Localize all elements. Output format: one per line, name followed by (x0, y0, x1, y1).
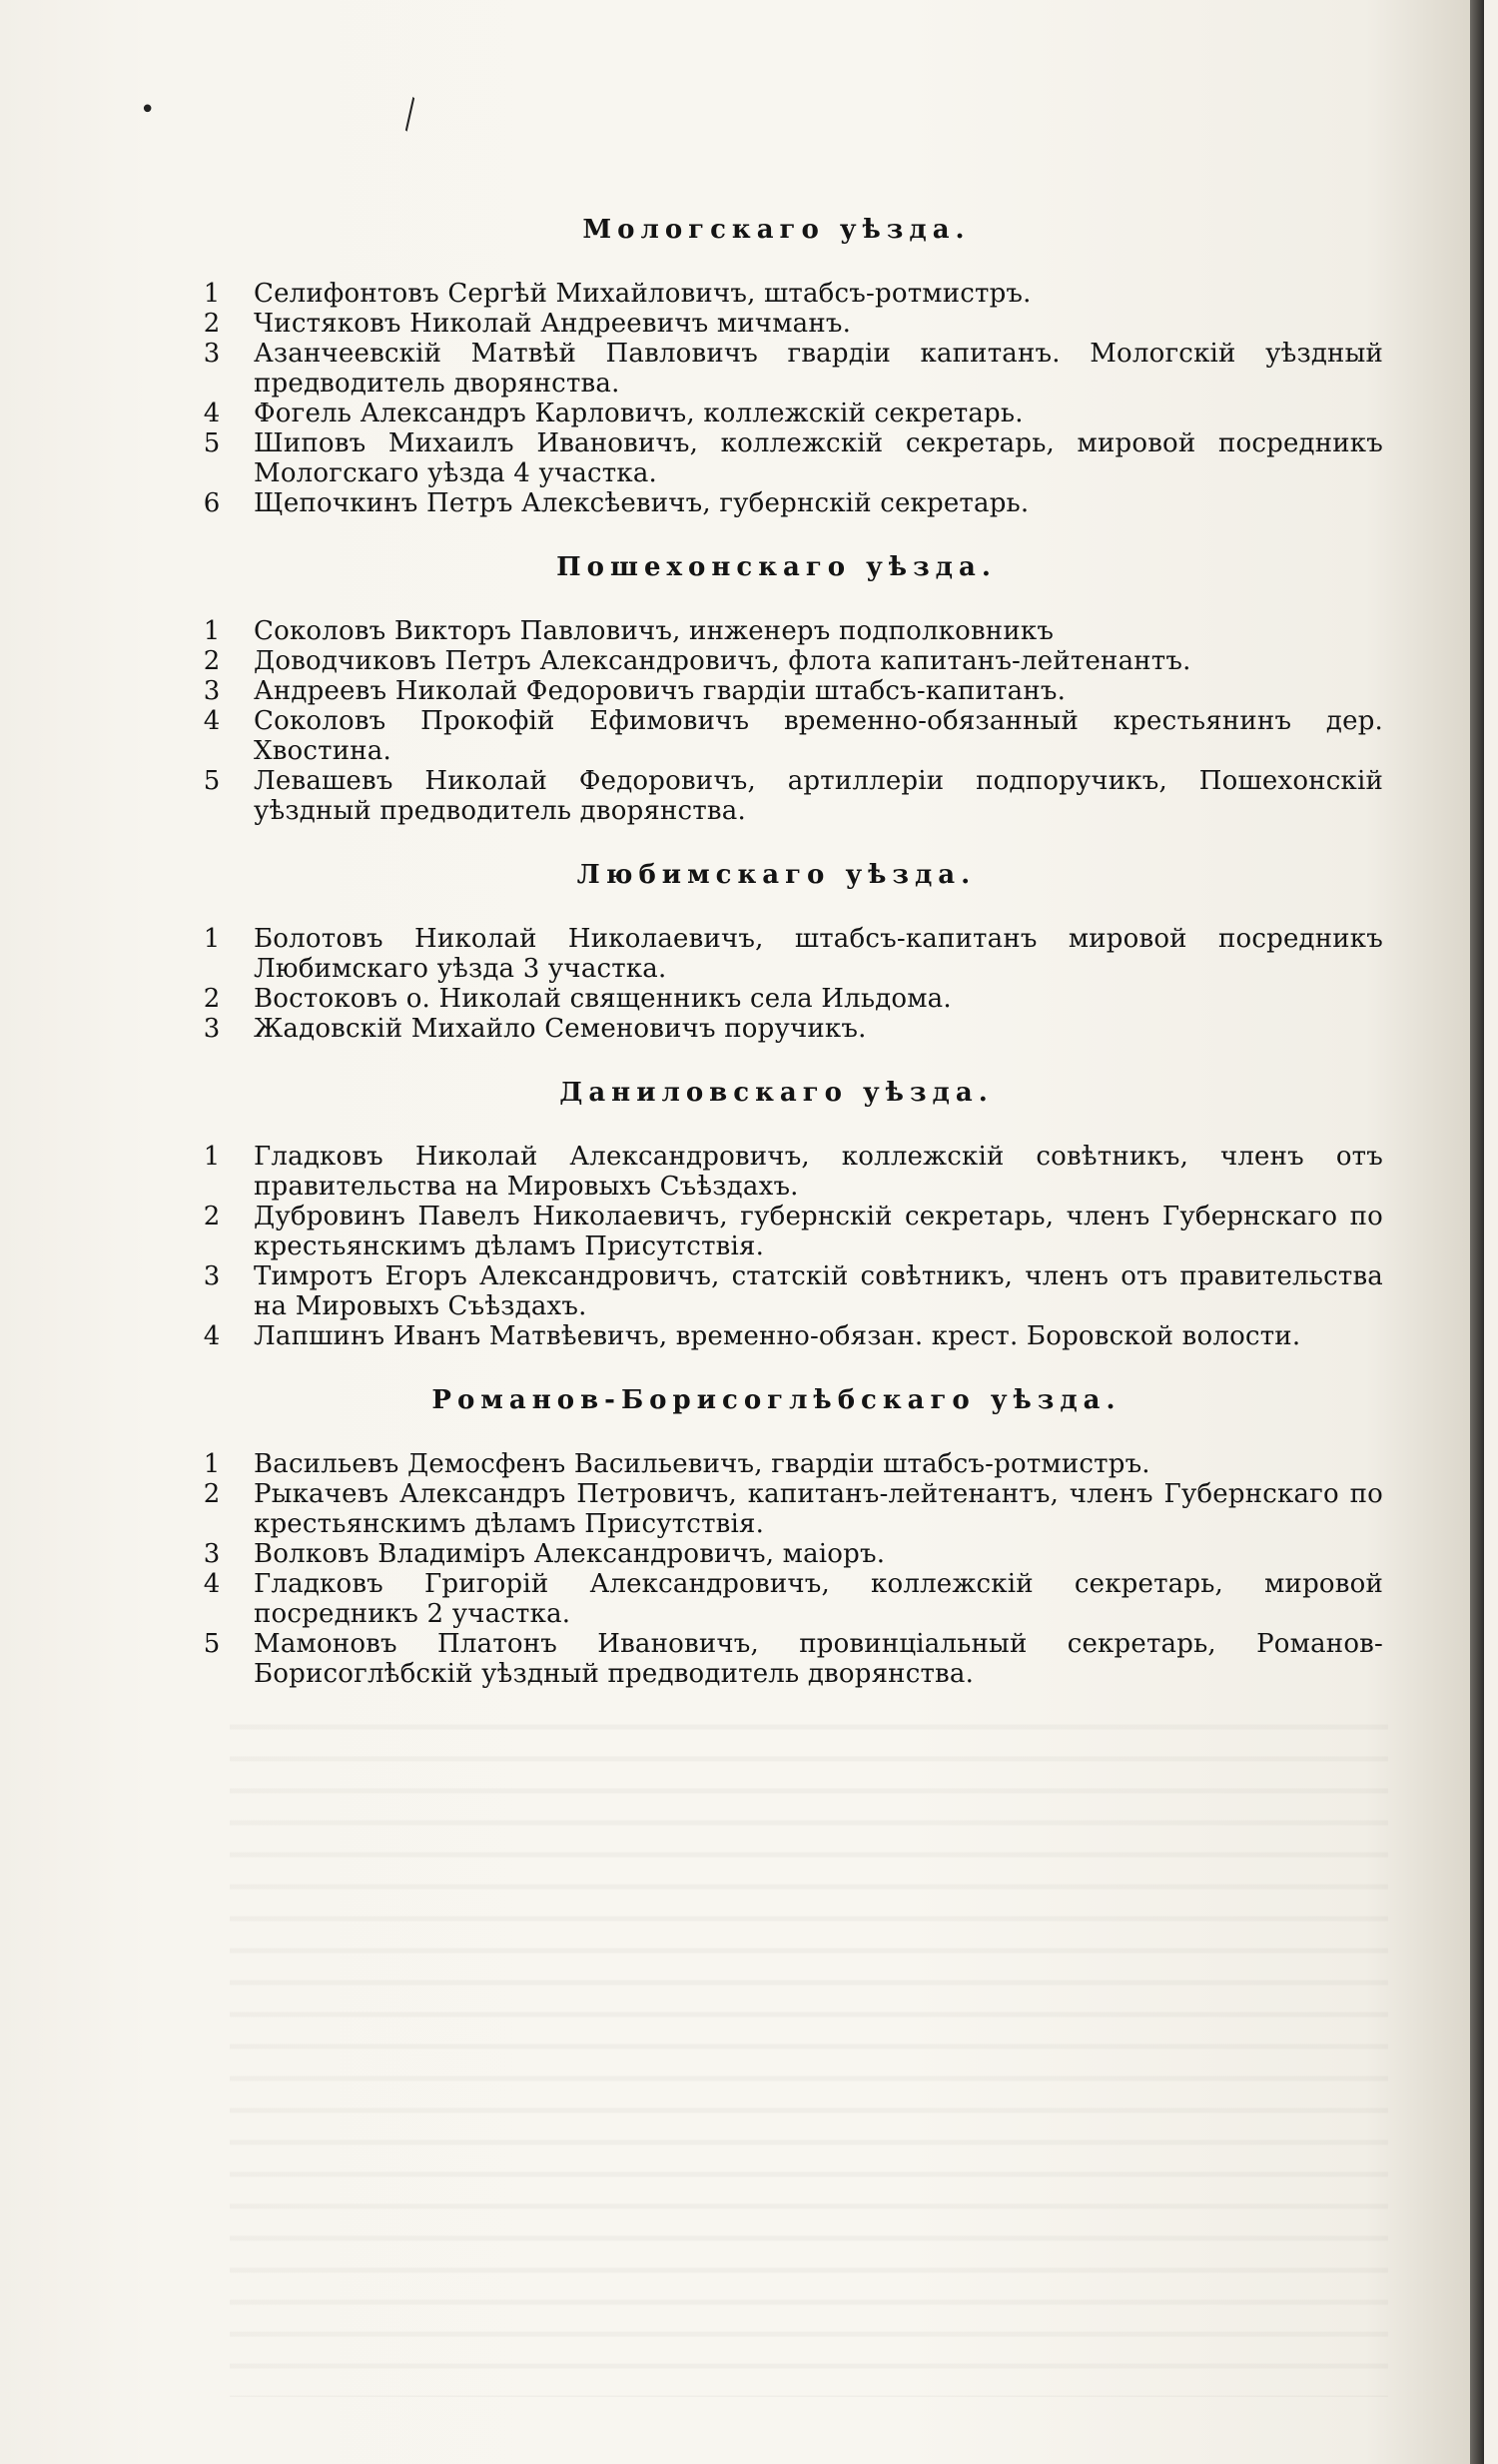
item-text: Левашевъ Николай Федоровичъ, артиллеріи подпоручикъ, Пошехонскій уѣздный предводитель дворянства. (254, 766, 1383, 826)
section-heading: Даниловскаго уѣзда. (559, 1078, 994, 1108)
item-number: 4 (203, 1569, 221, 1599)
item-text: Болотовъ Николай Николаевичъ, штабсъ-капитанъ мировой посредникъ Любимскаго уѣзда 3 участка. (254, 924, 1383, 984)
list-item (170, 339, 1383, 399)
list-item (170, 706, 1383, 766)
item-number: 2 (203, 309, 221, 339)
item-text: Доводчиковъ Петръ Александровичъ, флота капитанъ-лейтенантъ. (254, 646, 1191, 676)
item-text: Жадовскій Михайло Семеновичъ поручикъ. (254, 1014, 867, 1044)
section-heading: Мологскаго уѣзда. (582, 215, 971, 245)
item-text: Васильевъ Демосфенъ Васильевичъ, гвардіи штабсъ-ротмистръ. (254, 1449, 1150, 1479)
item-number: 5 (203, 1629, 221, 1659)
item-number: 1 (203, 279, 221, 309)
page-edge (1470, 0, 1484, 2464)
list-item (170, 1629, 1383, 1689)
list-item (170, 646, 1383, 676)
item-text: Соколовъ Викторъ Павловичъ, инженеръ подполковникъ (254, 616, 1055, 646)
item-number: 1 (203, 616, 221, 646)
list-item (170, 309, 1383, 339)
item-number: 2 (203, 1202, 221, 1232)
list-item (170, 1142, 1383, 1202)
item-text: Лапшинъ Иванъ Матвѣевичъ, временно-обязан. крест. Боровской волости. (254, 1321, 1301, 1351)
item-text: Шиповъ Михаилъ Ивановичъ, коллежскій секретарь, мировой посредникъ Мологскаго уѣзда 4 участка. (254, 428, 1383, 488)
item-number: 6 (203, 488, 221, 518)
item-number: 2 (203, 984, 221, 1014)
item-text: Гладковъ Николай Александровичъ, коллежскій совѣтникъ, членъ отъ правительства на Мировыхъ Съѣздахъ. (254, 1142, 1383, 1202)
item-text: Волковъ Владиміръ Александровичъ, маіоръ. (254, 1539, 886, 1569)
ink-stroke-mark: ╲ (393, 98, 425, 132)
section-poshekhonye (170, 552, 1383, 826)
bleed-through-texture (230, 1698, 1388, 2397)
section-romanov-borisoglebsk (170, 1385, 1383, 1689)
list-item (170, 1539, 1383, 1569)
list-item (170, 279, 1383, 309)
item-number: 1 (203, 1449, 221, 1479)
list-item (170, 1569, 1383, 1629)
item-text: Тимротъ Егоръ Александровичъ, статскій совѣтникъ, членъ отъ правительства на Мировыхъ Съѣздахъ. (254, 1261, 1383, 1321)
item-text: Рыкачевъ Александръ Петровичъ, капитанъ-лейтенантъ, членъ Губернскаго по крестьянскимъ дѣламъ Присутствія. (254, 1479, 1383, 1539)
section-heading: Романов-Борисоглѣбскаго уѣзда. (431, 1385, 1122, 1415)
item-number: 5 (203, 428, 221, 458)
item-text: Чистяковъ Николай Андреевичъ мичманъ. (254, 309, 852, 339)
list-item (170, 399, 1383, 428)
item-text: Щепочкинъ Петръ Алексѣевичъ, губернскій секретарь. (254, 488, 1030, 518)
list-item (170, 1479, 1383, 1539)
item-number: 1 (203, 1142, 221, 1172)
item-number: 3 (203, 676, 221, 706)
list-item (170, 488, 1383, 518)
section-heading: Пошехонскаго уѣзда. (556, 552, 997, 582)
list-item (170, 616, 1383, 646)
item-text: Селифонтовъ Сергѣй Михайловичъ, штабсъ-ротмистръ. (254, 279, 1032, 309)
item-number: 4 (203, 1321, 221, 1351)
list-item (170, 1449, 1383, 1479)
list-item (170, 428, 1383, 488)
item-number: 3 (203, 1539, 221, 1569)
item-number: 2 (203, 1479, 221, 1509)
list-item (170, 1261, 1383, 1321)
section-danilov (170, 1078, 1383, 1351)
list-item (170, 676, 1383, 706)
item-text: Дубровинъ Павелъ Николаевичъ, губернскій секретарь, членъ Губернскаго по крестьянскимъ дѣламъ Присутствія. (254, 1202, 1383, 1261)
item-number: 4 (203, 399, 221, 428)
item-text: Гладковъ Григорій Александровичъ, коллежскій секретарь, мировой посредникъ 2 участка. (254, 1569, 1383, 1629)
item-text: Востоковъ о. Николай священникъ села Ильдома. (254, 984, 952, 1014)
item-text: Азанчеевскій Матвѣй Павловичъ гвардіи капитанъ. Мологскій уѣздный предводитель дворянства. (254, 339, 1383, 399)
list-item (170, 1321, 1383, 1351)
item-number: 1 (203, 924, 221, 954)
list-item (170, 766, 1383, 826)
list-item (170, 1014, 1383, 1044)
list-item (170, 924, 1383, 984)
item-number: 4 (203, 706, 221, 736)
item-number: 2 (203, 646, 221, 676)
item-number: 3 (203, 1261, 221, 1291)
item-text: Андреевъ Николай Федоровичъ гвардіи штабсъ-капитанъ. (254, 676, 1067, 706)
list-item (170, 984, 1383, 1014)
list-item (170, 1202, 1383, 1261)
section-heading: Любимскаго уѣзда. (576, 860, 977, 890)
section-mologa (170, 215, 1383, 518)
item-number: 3 (203, 1014, 221, 1044)
item-text: Фогель Александръ Карловичъ, коллежскій секретарь. (254, 399, 1024, 428)
item-number: 5 (203, 766, 221, 796)
item-text: Мамоновъ Платонъ Ивановичъ, провинціальный секретарь, Романов-Борисоглѣбскій уѣздный предводитель дворянства. (254, 1629, 1383, 1689)
section-lyubim (170, 860, 1383, 1044)
item-number: 3 (203, 339, 221, 369)
item-text: Соколовъ Прокофій Ефимовичъ временно-обязанный крестьянинъ дер. Хвостина. (254, 706, 1383, 766)
document-body (170, 215, 1383, 1723)
ink-dot-mark: • (140, 95, 156, 125)
